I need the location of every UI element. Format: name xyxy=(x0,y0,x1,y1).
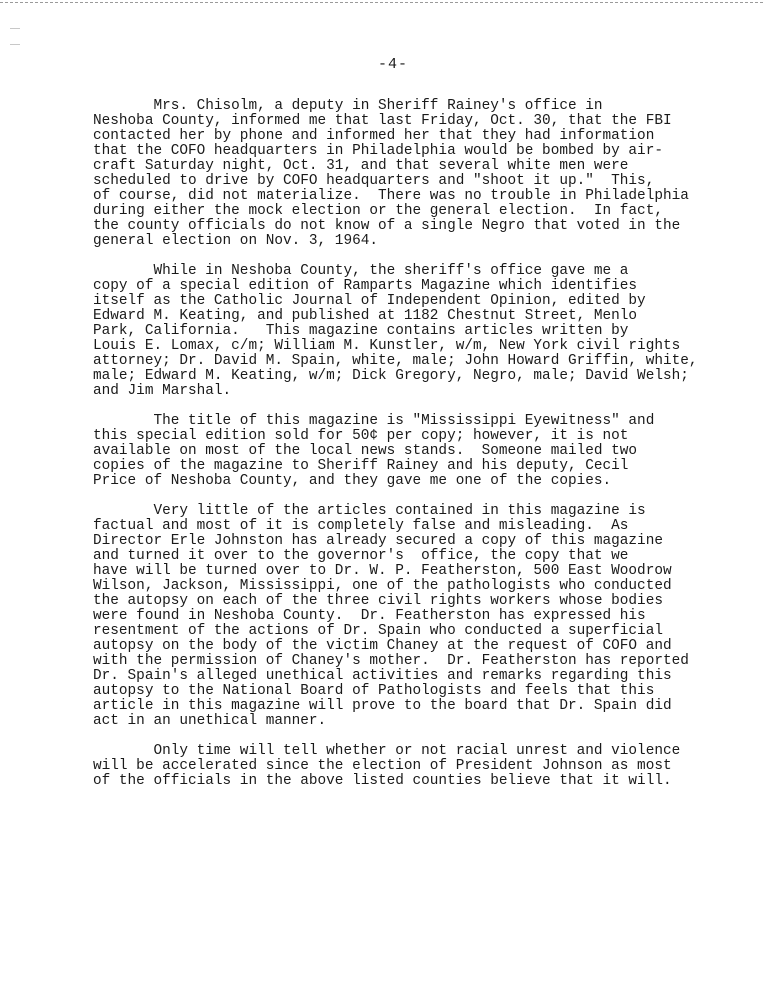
paragraph-ramparts-magazine: While in Neshoba County, the sheriff's office gave me a copy of a special edition of Ramparts Magazine which identifies itself as the Catholic Journal of Independent Opinion, edited by Edward M. Keating, and published at 1182 Chestnut Street, Menlo Park, California. This magazine contains articles written by Louis E. Lomax, c/m; William M. Kunstler, w/m, New York civil rights attorney; Dr. David M. Spain, white, male; John Howard Griffin, white, male; Edward M. Keating, w/m; Dick Gregory, Negro, male; David Welsh; and Jim Marshal. xyxy=(93,263,698,399)
paragraph-fbi-bomb-threat: Mrs. Chisolm, a deputy in Sheriff Rainey's office in Neshoba County, informed me that last Friday, Oct. 30, that the FBI contacted her by phone and informed her that they had information that the COFO headquarters in Philadelphia would be bombed by air- craft Saturday night, Oct. 31, and that several white men were scheduled to drive by COFO headquarters and "shoot it up." This, of course, did not materialize. There was no trouble in Philadelphia during either the mock election or the general election. In fact, the county officials do not know of a single Negro that voted in the general election on Nov. 3, 1964. xyxy=(93,98,689,249)
margin-mark xyxy=(10,44,20,45)
paragraph-racial-unrest: Only time will tell whether or not racial unrest and violence will be accelerated since the election of President Johnson as most of the officials in the above listed counties believe that it will. xyxy=(93,743,681,789)
page-number: -4- xyxy=(378,56,409,73)
paragraph-magazine-title: The title of this magazine is "Mississippi Eyewitness" and this special edition sold for 50¢ per copy; however, it is not available on most of the local news stands. Someone mailed two copies of the magazine to Sheriff Rainey and his deputy, Cecil Price of Neshoba County, and they gave me one of the copies. xyxy=(93,413,655,489)
page-top-edge xyxy=(0,2,763,3)
document-body xyxy=(93,99,733,804)
margin-mark xyxy=(10,28,20,29)
paragraph-autopsy-featherston: Very little of the articles contained in this magazine is factual and most of it is completely false and misleading. As Director Erle Johnston has already secured a copy of this magazine and turned it over to the governor's office, the copy that we have will be turned over to Dr. W. P. Featherston, 500 East Woodrow Wilson, Jackson, Mississippi, one of the pathologists who conducted the autopsy on each of the three civil rights workers whose bodies were found in Neshoba County. Dr. Featherston has expressed his resentment of the actions of Dr. Spain who conducted a superficial autopsy on the body of the victim Chaney at the request of COFO and with the permission of Chaney's mother. Dr. Featherston has reported Dr. Spain's alleged unethical activities and remarks regarding this autopsy to the National Board of Pathologists and feels that this article in this magazine will prove to the board that Dr. Spain did act in an unethical manner. xyxy=(93,503,689,729)
